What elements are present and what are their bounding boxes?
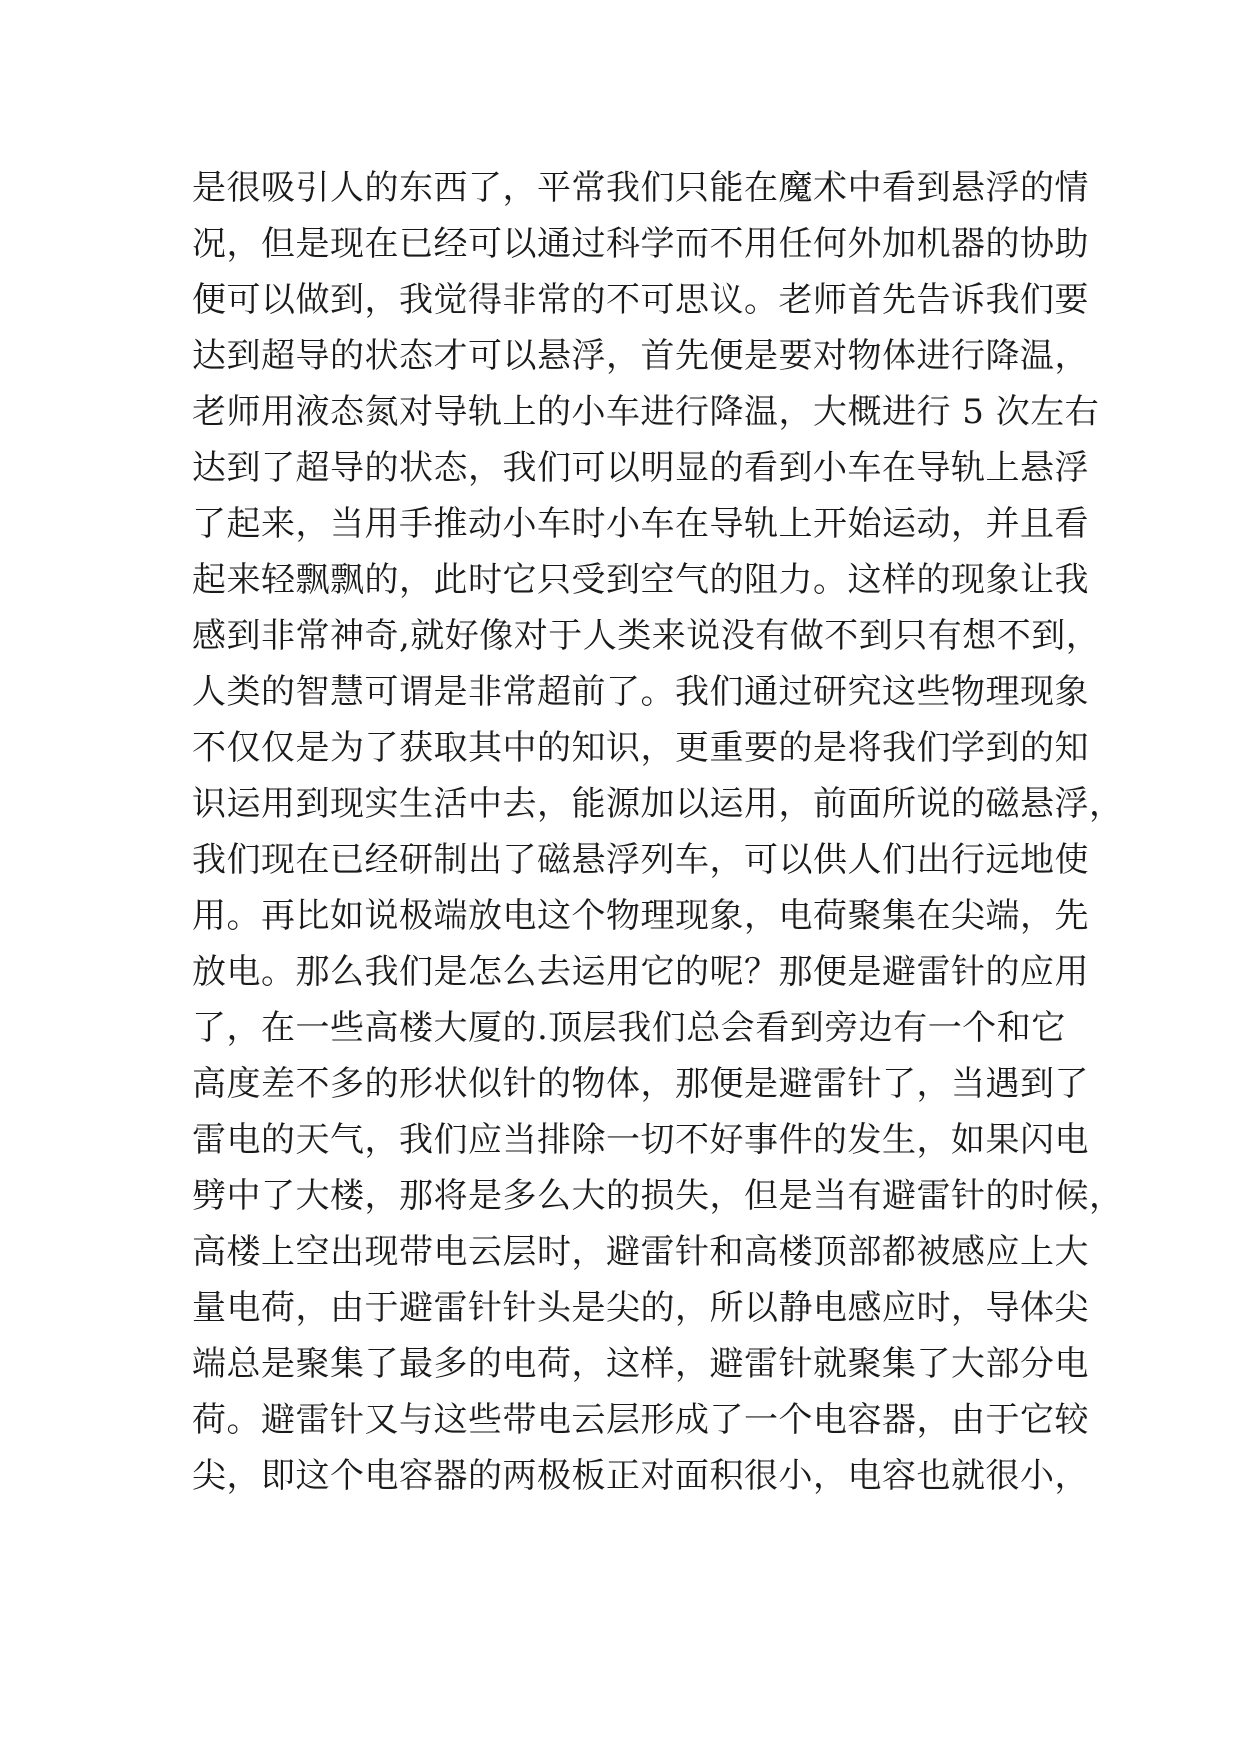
text-line-20: 高楼上空出现带电云层时，避雷针和高楼顶部都被感应上大 <box>192 1232 1089 1272</box>
text-line-16: 了，在一些高楼大厦的.顶层我们总会看到旁边有一个和它 <box>192 1008 1066 1048</box>
text-line-15: 放电。那么我们是怎么去运用它的呢？那便是避雷针的应用 <box>192 952 1089 992</box>
text-line-21: 量电荷，由于避雷针针头是尖的，所以静电感应时，导体尖 <box>192 1288 1089 1328</box>
text-line-23: 荷。避雷针又与这些带电云层形成了一个电容器，由于它较 <box>192 1400 1089 1440</box>
text-line-7: 了起来，当用手推动小车时小车在导轨上开始运动，并且看 <box>192 504 1089 544</box>
text-line-22: 端总是聚集了最多的电荷，这样，避雷针就聚集了大部分电 <box>192 1344 1089 1384</box>
text-line-14: 用。再比如说极端放电这个物理现象，电荷聚集在尖端，先 <box>192 896 1089 936</box>
text-line-11: 不仅仅是为了获取其中的知识，更重要的是将我们学到的知 <box>192 728 1089 768</box>
text-line-8: 起来轻飘飘的，此时它只受到空气的阻力。这样的现象让我 <box>192 560 1089 600</box>
text-line-24: 尖，即这个电容器的两极板正对面积很小，电容也就很小， <box>192 1456 1089 1496</box>
text-line-10: 人类的智慧可谓是非常超前了。我们通过研究这些物理现象 <box>192 672 1089 712</box>
text-line-2: 况，但是现在已经可以通过科学而不用任何外加机器的协助 <box>192 224 1089 264</box>
text-line-5: 老师用液态氮对导轨上的小车进行降温，大概进行 5 次左右 <box>192 392 1100 432</box>
text-line-17: 高度差不多的形状似针的物体，那便是避雷针了，当遇到了 <box>192 1064 1089 1104</box>
text-line-9: 感到非常神奇,就好像对于人类来说没有做不到只有想不到， <box>192 616 1101 656</box>
text-line-12: 识运用到现实生活中去，能源加以运用，前面所说的磁悬浮， <box>192 784 1124 824</box>
body-paragraph <box>192 160 1124 1504</box>
text-line-3: 便可以做到，我觉得非常的不可思议。老师首先告诉我们要 <box>192 280 1089 320</box>
text-line-4: 达到超导的状态才可以悬浮，首先便是要对物体进行降温， <box>192 336 1089 376</box>
text-line-19: 劈中了大楼，那将是多么大的损失，但是当有避雷针的时候， <box>192 1176 1124 1216</box>
text-line-1: 是很吸引人的东西了，平常我们只能在魔术中看到悬浮的情 <box>192 168 1089 208</box>
text-line-13: 我们现在已经研制出了磁悬浮列车，可以供人们出行远地使 <box>192 840 1089 880</box>
text-line-6: 达到了超导的状态，我们可以明显的看到小车在导轨上悬浮 <box>192 448 1089 488</box>
text-line-18: 雷电的天气，我们应当排除一切不好事件的发生，如果闪电 <box>192 1120 1089 1160</box>
